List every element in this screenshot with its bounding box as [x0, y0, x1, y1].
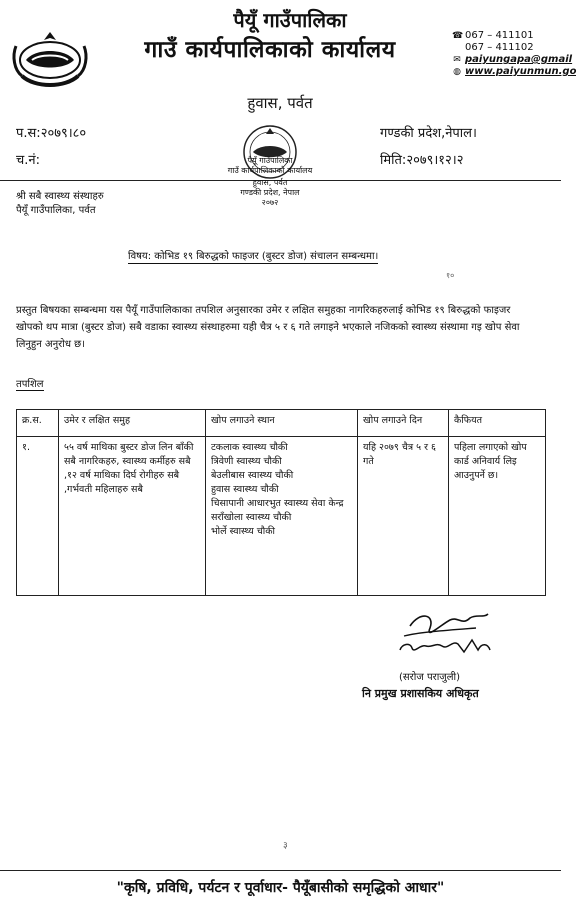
municipality-name: पैयूँ गाउँपालिका	[233, 8, 347, 32]
subject-line: विषय: कोभिड १९ बिरुद्धको फाइजर (बुस्टर डोज) संचालन सम्बन्धमा।	[128, 248, 378, 264]
site-item: सराँखोला स्वास्थ्य चौकी	[211, 512, 292, 523]
letter-body: प्रस्तुत बिषयका सम्बन्धमा यस पैयूँ गाउँपालिकाका तपशिल अनुसारका उमेर र लक्षित समुहका नागरिकहरुलाई कोभिड १९ बिरुद्धको फाइजर खोपको थप मात्रा (बुस्टर डोज) सबै वडाका स्वास्थ्य संस्थाहरुमा यही चैत्र ५ र ६ गते लगाइने भएकाले नजिकको स्वास्थ्य संस्थामा गइ खोप सेवा लिनुहुन अनुरोध छ।	[16, 305, 520, 350]
phone-number-1: 067 – 411101	[465, 30, 534, 41]
stamp-line-4: गण्डकी प्रदेश, नेपाल	[240, 188, 300, 197]
stamp-line-3: हुवास, पर्वत	[252, 178, 288, 187]
phone-row-1	[452, 30, 576, 42]
site-item: टकलाक स्वास्थ्य चौकी	[211, 442, 288, 453]
stamp-line-2: गाउँ कार्यपालिकाको कार्यालय	[227, 166, 313, 175]
email-link[interactable]: paiyungapa@gmail	[465, 54, 573, 65]
email-row	[452, 54, 576, 66]
header-remarks: कैफियत	[449, 410, 546, 437]
cell-target-group: ५५ वर्ष माथिका बुस्टर डोज लिन बाँकी सबै नागरिकहरु, स्वास्थ्य कर्मीहरु सबै ,१२ वर्ष माथिका दिर्घ रोगीहरु सबै ,गर्भवती महिलाहरु सबै	[59, 437, 206, 596]
letter-date: मिति:२०७९।१२।२	[380, 153, 464, 168]
header-serial: क्र.स.	[17, 410, 59, 437]
header-vaccination-site: खोप लगाउने स्थान	[206, 410, 358, 437]
contact-block	[452, 30, 576, 78]
cn-reference: च.नं:	[16, 153, 40, 168]
office-name: गाउँ कार्यपालिकाको कार्यालय	[144, 37, 396, 63]
office-address: हुवास, पर्वत	[247, 94, 313, 112]
phone-icon: ☎	[452, 31, 464, 41]
website-link[interactable]: www.paiyunmun.go	[465, 66, 576, 77]
signer-name: (सरोज पराजुली)	[399, 672, 460, 683]
ps-reference: प.स:२०७९।८०	[16, 126, 87, 141]
phone-row-2	[452, 42, 576, 54]
header-vaccination-day: खोप लगाउने दिन	[358, 410, 449, 437]
cell-remarks: पहिला लगाएको खोप कार्ड अनिवार्य लिइ आउनुपर्ने छ।	[449, 437, 546, 596]
page-mark: १०	[446, 271, 455, 280]
site-item: चिसापानी आधारभुत स्वास्थ्य सेवा केन्द्र	[211, 498, 344, 509]
office-stamp	[215, 112, 325, 220]
website-row	[452, 66, 576, 78]
annex-heading: तपशिल	[16, 376, 44, 391]
email-icon: ✉	[453, 55, 461, 65]
handwritten-signature	[380, 606, 500, 661]
vaccination-schedule-table	[16, 409, 546, 596]
globe-icon: ◍	[453, 67, 461, 77]
table-row	[17, 437, 546, 596]
recipient-line-1: श्री सबै स्वास्थ्य संस्थाहरु	[16, 191, 104, 202]
province-label: गण्डकी प्रदेश,नेपाल।	[380, 126, 477, 141]
nepal-emblem-icon	[10, 26, 90, 96]
recipient-line-2: पैयूँ गाउँपालिका, पर्वत	[16, 205, 96, 216]
header-target-group: उमेर र लक्षित समुह	[59, 410, 206, 437]
cell-serial: १.	[17, 437, 59, 596]
stamp-line-5: २०७२	[261, 198, 279, 207]
table-header-row	[17, 410, 546, 437]
recipient-block	[16, 190, 104, 218]
footer-slogan: "कृषि, प्रविधि, पर्यटन र पूर्वाधार- पैयूँबासीको समृद्धिको आधार"	[116, 880, 445, 896]
footer-divider	[0, 870, 561, 871]
footer-mark: ३	[283, 841, 288, 851]
site-item: भोर्ले स्वास्थ्य चौकी	[211, 526, 275, 537]
cell-vaccination-sites	[206, 437, 358, 596]
site-item: हुवास स्वास्थ्य चौकी	[211, 484, 279, 495]
phone-number-2: 067 – 411102	[465, 42, 534, 53]
site-item: त्रिवेणी स्वास्थ्य चौकी	[211, 456, 282, 467]
signer-title: नि प्रमुख प्रशासकिय अधिकृत	[362, 687, 479, 700]
cell-vaccination-day: यहि २०७९ चैत्र ५ र ६ गते	[358, 437, 449, 596]
site-item: बेउलीबास स्वास्थ्य चौकी	[211, 470, 294, 481]
stamp-line-1: पैयूँ गाउँपालिका	[247, 156, 293, 165]
